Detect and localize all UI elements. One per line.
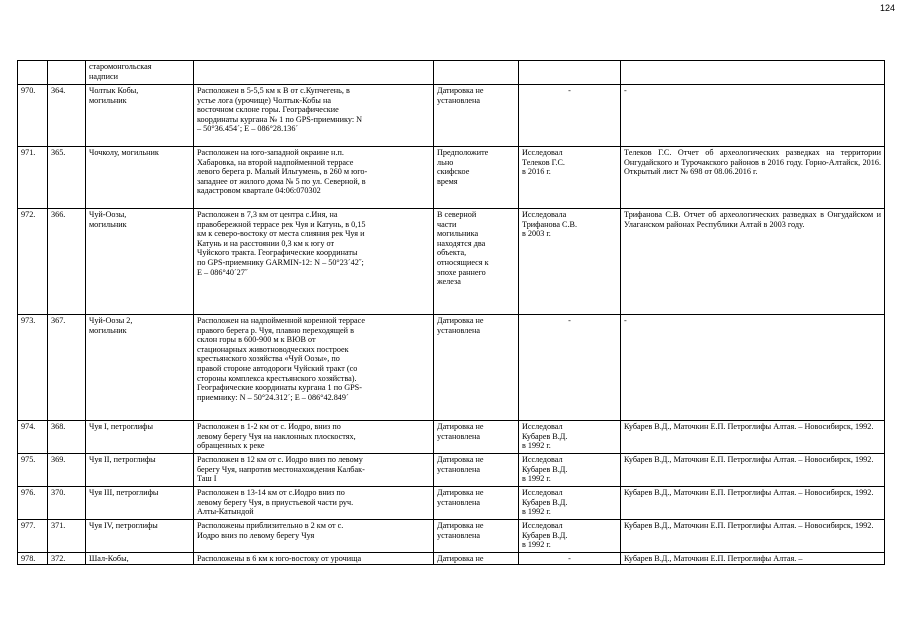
literature-cell (621, 61, 885, 85)
literature-cell (621, 553, 885, 565)
row-subnumber-cell (48, 315, 86, 421)
row-subnumber: 370. (51, 488, 66, 497)
literature-text: - (624, 316, 627, 325)
location-text: Расположен в 13-14 км от с.Иодро вниз по левому берегу Чуя, в приустьевой части руч. Алты-Катындой (197, 488, 354, 517)
row-subnumber-cell (48, 487, 86, 520)
row-number: 978. (21, 554, 36, 563)
monument-name: Чуй-Оозы 2, могильник (89, 316, 133, 335)
row-number-cell (18, 85, 48, 147)
row-number-cell (18, 315, 48, 421)
table-row (18, 147, 885, 209)
location-cell (194, 209, 434, 315)
page-number: 124 (879, 3, 895, 13)
literature-cell (621, 147, 885, 209)
dating-cell (434, 147, 519, 209)
dating-cell (434, 520, 519, 553)
literature-text: - (624, 86, 627, 95)
dating-cell (434, 487, 519, 520)
literature-text: Трифанова С.В. Отчет об археологических разведках в Онгудайском и Улаганском районах Республики Алтай в 2003 году. (624, 210, 881, 229)
researcher-cell (519, 315, 621, 421)
monument-name-cell (86, 315, 194, 421)
researcher-cell (519, 421, 621, 454)
researcher-cell (519, 487, 621, 520)
researcher-cell (519, 85, 621, 147)
monument-name-cell (86, 520, 194, 553)
location-cell (194, 61, 434, 85)
monument-name: Чуя IV, петроглифы (89, 521, 158, 530)
monument-name: Чолтык Кобы, могильник (89, 86, 139, 105)
row-number: 970. (21, 86, 36, 95)
monument-name-cell (86, 421, 194, 454)
location-cell (194, 421, 434, 454)
monument-name-cell (86, 487, 194, 520)
literature-cell (621, 421, 885, 454)
location-text: Расположен в 1-2 км от с. Иодро, вниз по левому берегу Чуя на наклонных плоскостях, обращенных к реке (197, 422, 356, 451)
row-subnumber: 364. (51, 86, 66, 95)
dating-text: Датировка не (437, 554, 484, 563)
row-subnumber: 372. (51, 554, 66, 563)
researcher-cell (519, 520, 621, 553)
dating-cell (434, 61, 519, 85)
monument-name: старомонгольская надписи (89, 62, 152, 81)
researcher-text: - (568, 554, 571, 563)
literature-text: Кубарев В.Д., Маточкин Е.П. Петроглифы Алтая. – Новосибирск, 1992. (624, 455, 874, 464)
row-number: 976. (21, 488, 36, 497)
literature-text: Кубарев В.Д., Маточкин Е.П. Петроглифы Алтая. – Новосибирск, 1992. (624, 521, 874, 530)
monument-name-cell (86, 209, 194, 315)
row-number-cell (18, 487, 48, 520)
literature-text: Телеков Г.С. Отчет об археологических разведках на территории Онгудайского и Турочакского районов в 2016 году. Горно-Алтайск, 2016. Открытый лист № 698 от 08.06.2016 г. (624, 148, 881, 177)
researcher-text: - (568, 316, 571, 325)
researcher-text: Исследовал Кубарев В.Д. в 1992 г. (522, 488, 568, 517)
location-cell (194, 85, 434, 147)
researcher-text: Исследовал Кубарев В.Д. в 1992 г. (522, 521, 568, 550)
researcher-text: - (568, 86, 571, 95)
literature-cell (621, 85, 885, 147)
row-number-cell (18, 61, 48, 85)
literature-cell (621, 487, 885, 520)
row-number: 973. (21, 316, 36, 325)
dating-cell (434, 209, 519, 315)
row-subnumber: 365. (51, 148, 66, 157)
row-number: 972. (21, 210, 36, 219)
row-subnumber-cell (48, 61, 86, 85)
monument-name: Чуя I, петроглифы (89, 422, 153, 431)
row-number-cell (18, 147, 48, 209)
dating-cell (434, 85, 519, 147)
table-row (18, 421, 885, 454)
row-number: 971. (21, 148, 36, 157)
location-cell (194, 520, 434, 553)
dating-text: В северной части могильника находятся два объекта, относящиеся к эпохе раннего железа (437, 210, 489, 287)
literature-text: Кубарев В.Д., Маточкин Е.П. Петроглифы Алтая. – Новосибирск, 1992. (624, 488, 874, 497)
literature-cell (621, 209, 885, 315)
row-subnumber-cell (48, 209, 86, 315)
dating-cell (434, 315, 519, 421)
table-row (18, 209, 885, 315)
dating-text: Датировка не установлена (437, 488, 484, 507)
location-cell (194, 553, 434, 565)
location-text: Расположены приблизительно в 2 км от с. Иодро вниз по левому берегу Чуя (197, 521, 344, 540)
literature-cell (621, 520, 885, 553)
row-subnumber-cell (48, 421, 86, 454)
researcher-text: Исследовала Трифанова С.В. в 2003 г. (522, 210, 578, 239)
location-text: Расположен на юго-западной окраине н.п. Хабаровка, на второй надпойменной террасе левого берега р. Малый Ильгумень, в 260 м юго- западнее от жилого дома № 5 по ул. Северной, в кадастровом квартале 04:06:070302 (197, 148, 368, 196)
location-cell (194, 147, 434, 209)
location-text: Расположен в 5-5,5 км к В от с.Купчегень, в устье лога (урочище) Чолтык-Кобы на восточном склоне горы. Географические координаты кургана № 1 по GPS-приемнику: N – 50°36.454´; E – 086°28.136´ (197, 86, 363, 134)
table-row (18, 520, 885, 553)
row-number-cell (18, 421, 48, 454)
table-row (18, 454, 885, 487)
row-subnumber: 371. (51, 521, 66, 530)
researcher-text: Исследовал Кубарев В.Д. в 1992 г. (522, 422, 568, 451)
literature-text: Кубарев В.Д., Маточкин Е.П. Петроглифы Алтая. – (624, 554, 803, 563)
monument-name: Чуй-Оозы, могильник (89, 210, 127, 229)
dating-text: Датировка не установлена (437, 422, 484, 441)
dating-text: Предположите льно скифское время (437, 148, 489, 186)
dating-text: Датировка не установлена (437, 455, 484, 474)
location-text: Расположен в 7,3 км от центра с.Иня, на правобережной террасе рек Чуя и Катунь, в 0,15 км к северо-востоку от места слияния рек Чуя и Катунь и на расстоянии 0,3 км к югу от Чуйского тракта. Географические координаты по GPS-приемнику GARMIN-12: N – 50°23´42˝; E – 086°40´27˝ (197, 210, 366, 277)
dating-cell (434, 454, 519, 487)
monuments-table (17, 60, 885, 565)
row-subnumber-cell (48, 85, 86, 147)
table-row (18, 61, 885, 85)
location-cell (194, 454, 434, 487)
table-row (18, 553, 885, 565)
row-subnumber-cell (48, 520, 86, 553)
researcher-text: Исследовал Телеков Г.С. в 2016 г. (522, 148, 565, 177)
monument-name: Шал-Кобы, (89, 554, 129, 563)
row-subnumber: 369. (51, 455, 66, 464)
row-subnumber-cell (48, 147, 86, 209)
row-subnumber-cell (48, 553, 86, 565)
monument-name: Чуя III, петроглифы (89, 488, 159, 497)
monument-name: Чочколу, могильник (89, 148, 159, 157)
location-cell (194, 487, 434, 520)
monument-name-cell (86, 61, 194, 85)
table-row (18, 487, 885, 520)
dating-cell (434, 553, 519, 565)
row-number: 977. (21, 521, 36, 530)
researcher-text: Исследовал Кубарев В.Д. в 1992 г. (522, 455, 568, 484)
row-number-cell (18, 553, 48, 565)
row-subnumber: 367. (51, 316, 66, 325)
monument-name-cell (86, 553, 194, 565)
row-number-cell (18, 520, 48, 553)
literature-text: Кубарев В.Д., Маточкин Е.П. Петроглифы Алтая. – Новосибирск, 1992. (624, 422, 874, 431)
literature-cell (621, 454, 885, 487)
row-number: 974. (21, 422, 36, 431)
location-text: Расположены в 6 км к юго-востоку от урочища (197, 554, 362, 563)
monument-name-cell (86, 454, 194, 487)
researcher-cell (519, 454, 621, 487)
table-row (18, 85, 885, 147)
row-number: 975. (21, 455, 36, 464)
monument-name: Чуя II, петроглифы (89, 455, 156, 464)
dating-text: Датировка не установлена (437, 86, 484, 105)
literature-cell (621, 315, 885, 421)
researcher-cell (519, 147, 621, 209)
row-subnumber-cell (48, 454, 86, 487)
row-number-cell (18, 209, 48, 315)
location-text: Расположен на надпойменной коренной террасе правого берега р. Чуя, плавно переходящей в склон горы в 600-900 м к ВЮВ от стационарных животноводческих построек крестьянского хозяйства «Чуй Оозы», по правой стороне автодороги Чуйский тракт (со стороны комплекса крестьянского хозяйства). Географические координаты кургана 1 по GPS- приемнику: N – 50°24.312´; E – 086°42.849´ (197, 316, 366, 402)
location-text: Расположен в 12 км от с. Иодро вниз по левому берегу Чуя, напротив местонахождения Калбак- Таш I (197, 455, 365, 484)
table-row (18, 315, 885, 421)
monument-name-cell (86, 85, 194, 147)
row-subnumber: 366. (51, 210, 66, 219)
monument-name-cell (86, 147, 194, 209)
dating-cell (434, 421, 519, 454)
dating-text: Датировка не установлена (437, 521, 484, 540)
row-subnumber: 368. (51, 422, 66, 431)
researcher-cell (519, 209, 621, 315)
dating-text: Датировка не установлена (437, 316, 484, 335)
row-number-cell (18, 454, 48, 487)
researcher-cell (519, 61, 621, 85)
researcher-cell (519, 553, 621, 565)
location-cell (194, 315, 434, 421)
